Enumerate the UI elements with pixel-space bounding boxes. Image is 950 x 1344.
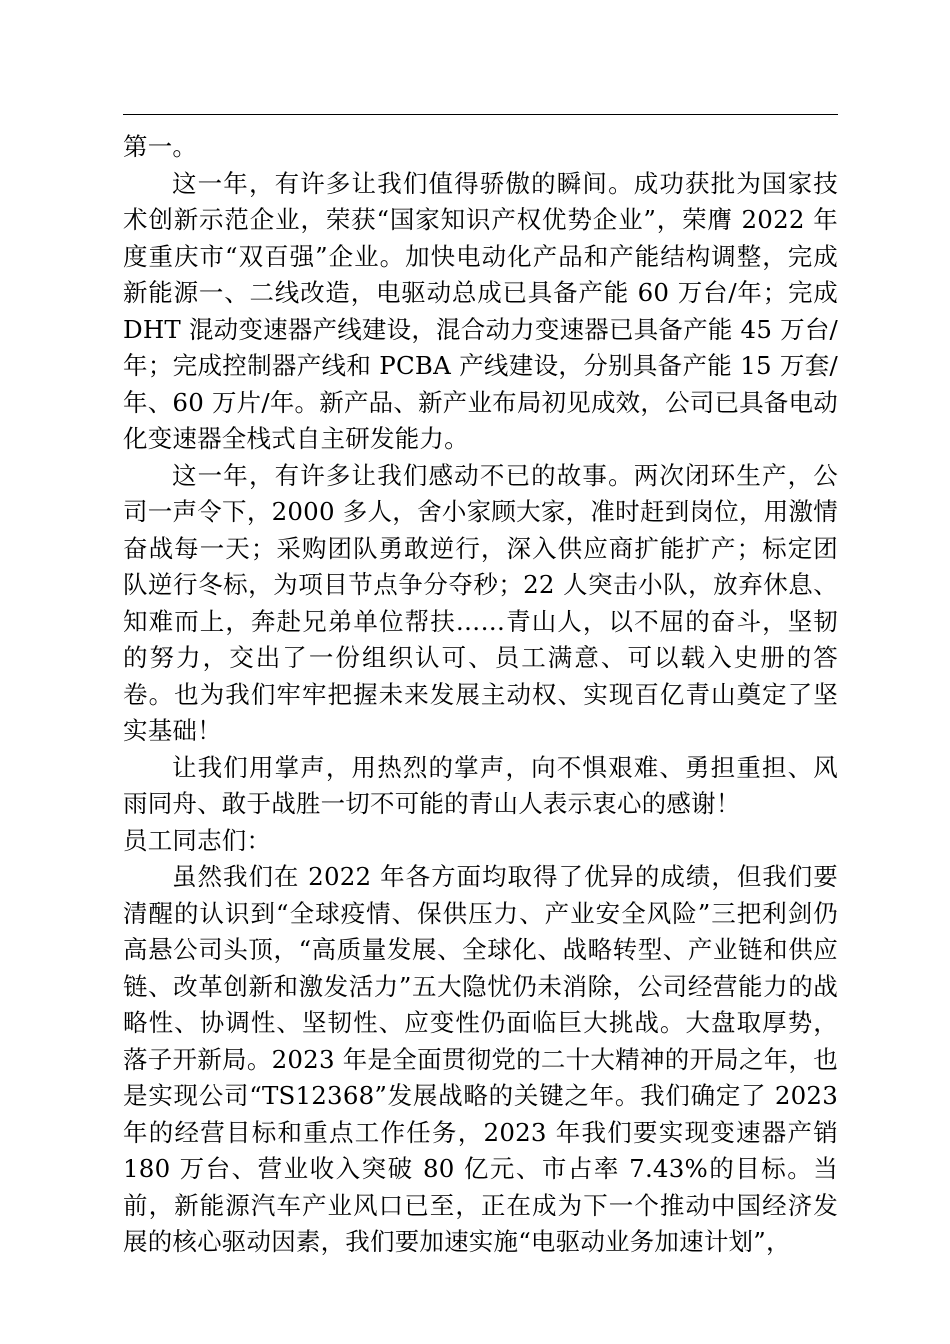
paragraph-continuation: 第一。 bbox=[123, 132, 198, 161]
header-rule bbox=[123, 114, 838, 115]
paragraph-applause: 让我们用掌声，用热烈的掌声，向不惧艰难、勇担重担、风雨同舟、敢于战胜一切不可能的青山人表示衷心的感谢！ bbox=[123, 752, 838, 818]
paragraph-challenges-and-goals: 虽然我们在 2022 年各方面均取得了优异的成绩，但我们要清醒的认识到“全球疫情、保供压力、产业安全风险”三把利剑仍高悬公司头顶，“高质量发展、全球化、战略转型、产业链和供应链、改革创新和激发活力”五大隐忧仍未消除，公司经营能力的战略性、协调性、坚韧性、应变性仍面临巨大挑战。大盘取厚势，落子开新局。2023 年是全面贯彻党的二十大精神的开局之年，也是实现公司“TS12368”发展战略的关键之年。我们确定了 2023 年的经营目标和重点工作任务，2023 年我们要实现变速器产销 180 万台、营业收入突破 80 亿元、市占率 7.43%的目标。当前，新能源汽车产业风口已至，正在成为下一个推动中国经济发展的核心驱动因素，我们要加速实施“电驱动业务加速计划”， bbox=[123, 862, 838, 1256]
paragraph-moving-stories: 这一年，有许多让我们感动不已的故事。两次闭环生产，公司一声令下，2000 多人，舍小家顾大家，准时赶到岗位，用激情奋战每一天；采购团队勇敢逆行，深入供应商扩能扩产；标定团队逆行冬标，为项目节点争分夺秒；22 人突击小队，放弃休息、知难而上，奔赴兄弟单位帮扶……青山人，以不屈的奋斗，坚韧的努力，交出了一份组织认可、员工满意、可以载入史册的答卷。也为我们牢牢把握未来发展主动权、实现百亿青山奠定了坚实基础！ bbox=[123, 460, 838, 745]
salutation: 员工同志们： bbox=[123, 825, 272, 855]
paragraph-proud-moments: 这一年，有许多让我们值得骄傲的瞬间。成功获批为国家技术创新示范企业，荣获“国家知识产权优势企业”，荣膺 2022 年度重庆市“双百强”企业。加快电动化产品和产能结构调整，完成新能源一、二线改造，电驱动总成已具备产能 60 万台/年；完成 DHT 混动变速器产线建设，混合动力变速器已具备产能 45 万台/年；完成控制器产线和 PCBA 产线建设，分别具备产能 15 万套/年、60 万片/年。新产品、新产业布局初见成效，公司已具备电动化变速器全栈式自主研发能力。 bbox=[123, 168, 838, 453]
body-text bbox=[123, 129, 838, 1261]
